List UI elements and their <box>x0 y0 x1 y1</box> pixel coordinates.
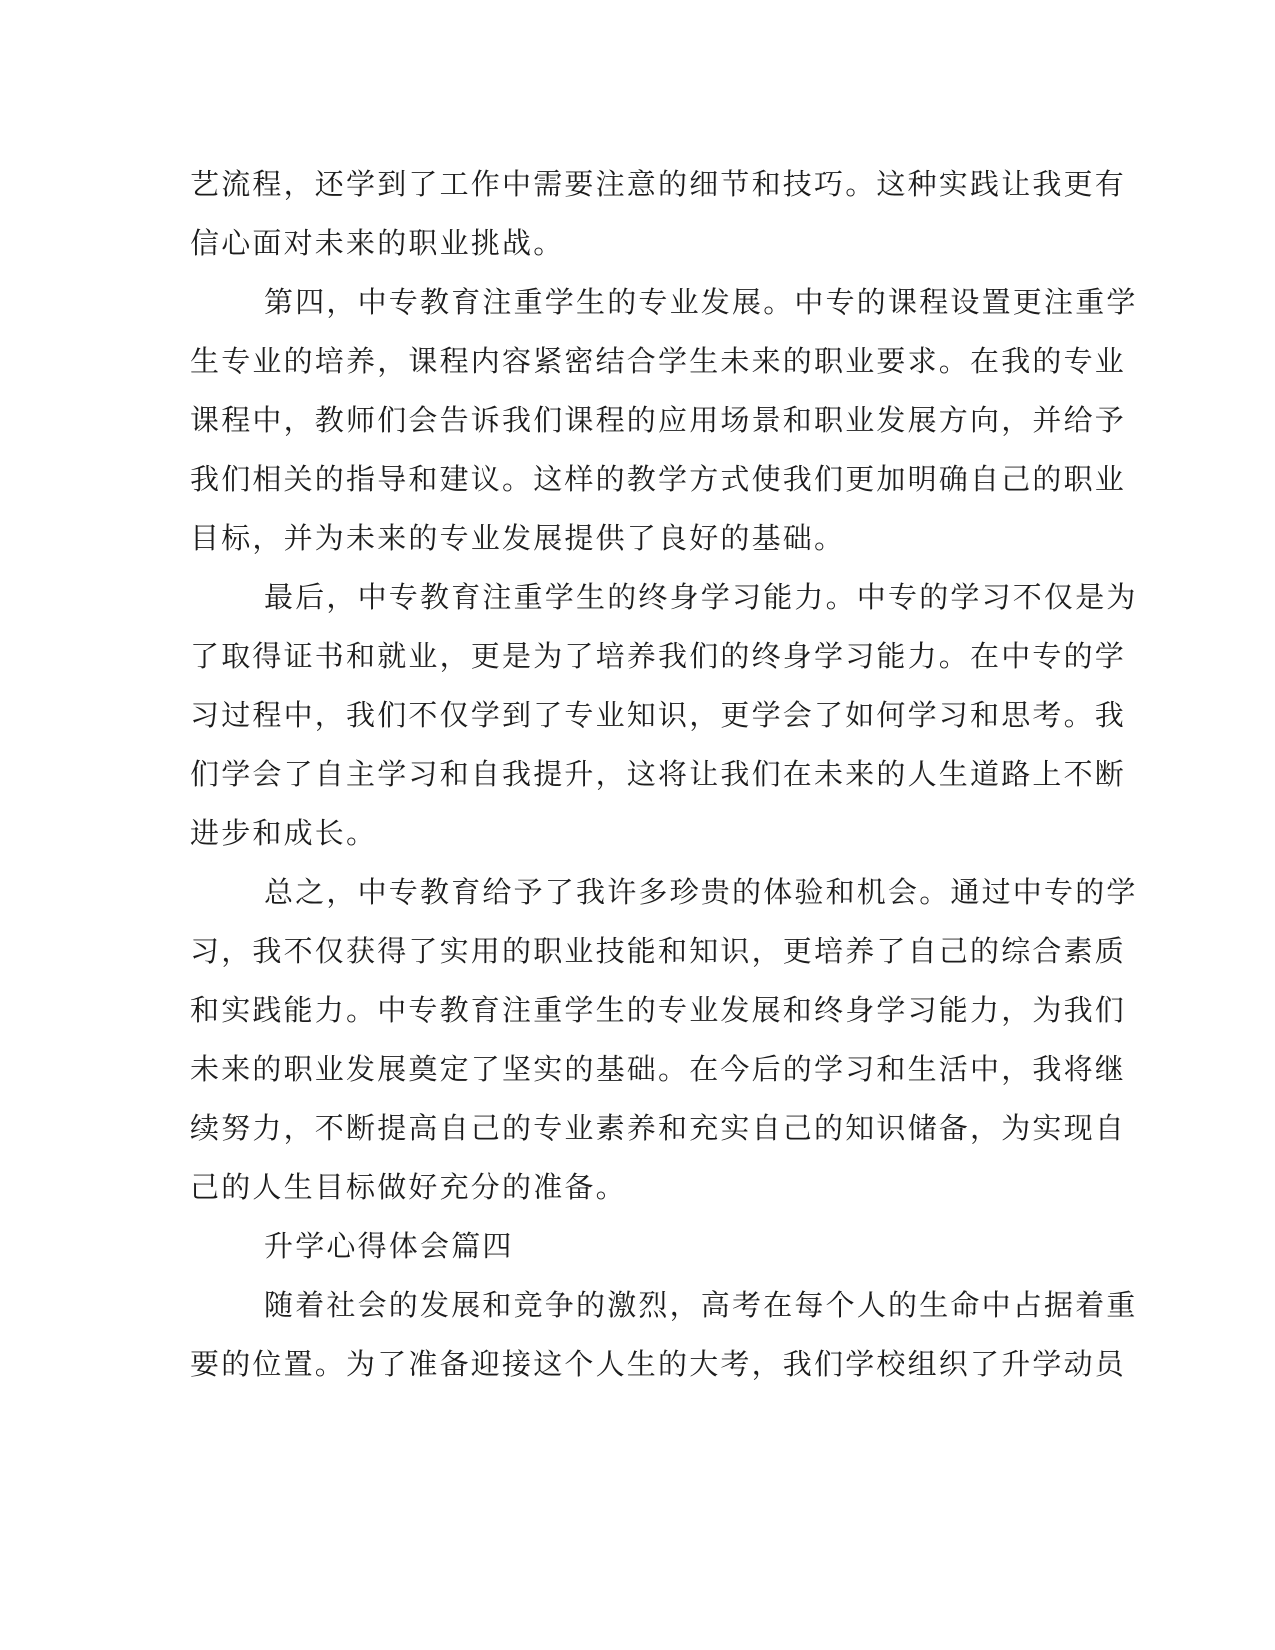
paragraph-first-line: 最后，中专教育注重学生的终身学习能力。中专的学习不仅是为 <box>264 580 1138 614</box>
text-line: 进步和成长。 <box>190 816 378 850</box>
section-heading: 升学心得体会篇四 <box>264 1229 514 1263</box>
text-line: 课程中，教师们会告诉我们课程的应用场景和职业发展方向，并给予 <box>190 403 1127 437</box>
text-line: 目标，并为未来的专业发展提供了良好的基础。 <box>190 521 846 555</box>
text-line: 要的位置。为了准备迎接这个人生的大考，我们学校组织了升学动员 <box>190 1347 1127 1381</box>
paragraph-first-line: 第四，中专教育注重学生的专业发展。中专的课程设置更注重学 <box>264 285 1138 319</box>
text-line: 了取得证书和就业，更是为了培养我们的终身学习能力。在中专的学 <box>190 639 1127 673</box>
text-line: 信心面对未来的职业挑战。 <box>190 226 565 260</box>
text-line: 生专业的培养，课程内容紧密结合学生未来的职业要求。在我的专业 <box>190 344 1127 378</box>
text-line: 习，我不仅获得了实用的职业技能和知识，更培养了自己的综合素质 <box>190 934 1127 968</box>
text-line: 和实践能力。中专教育注重学生的专业发展和终身学习能力，为我们 <box>190 993 1127 1027</box>
text-line: 续努力，不断提高自己的专业素养和充实自己的知识储备，为实现自 <box>190 1111 1127 1145</box>
paragraph-first-line: 总之，中专教育给予了我许多珍贵的体验和机会。通过中专的学 <box>264 875 1138 909</box>
text-line: 未来的职业发展奠定了坚实的基础。在今后的学习和生活中，我将继 <box>190 1052 1127 1086</box>
text-line: 我们相关的指导和建议。这样的教学方式使我们更加明确自己的职业 <box>190 462 1127 496</box>
text-line: 们学会了自主学习和自我提升，这将让我们在未来的人生道路上不断 <box>190 757 1127 791</box>
text-line: 己的人生目标做好充分的准备。 <box>190 1170 627 1204</box>
text-line: 艺流程，还学到了工作中需要注意的细节和技巧。这种实践让我更有 <box>190 167 1127 201</box>
text-line: 习过程中，我们不仅学到了专业知识，更学会了如何学习和思考。我 <box>190 698 1127 732</box>
paragraph-first-line: 随着社会的发展和竞争的激烈，高考在每个人的生命中占据着重 <box>264 1288 1138 1322</box>
